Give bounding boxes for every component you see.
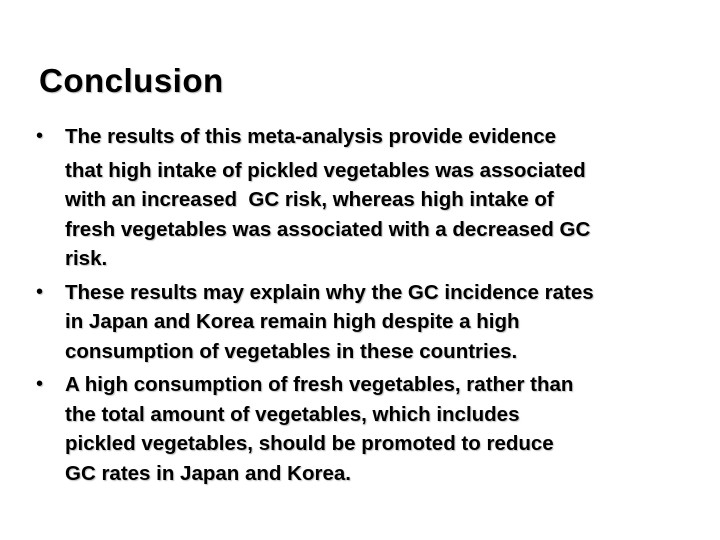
bullet-icon: • bbox=[36, 125, 44, 147]
bullet-item-3 bbox=[36, 370, 696, 488]
bullet-icon: • bbox=[36, 280, 44, 303]
slide-title: Conclusion bbox=[39, 62, 224, 99]
bullet-3-line-2: the total amount of vegetables, which includes bbox=[65, 402, 520, 426]
bullet-list bbox=[36, 122, 696, 488]
bullet-1-line-1: The results of this meta-analysis provide evidence bbox=[65, 125, 557, 148]
bullet-3-line-1: A high consumption of fresh vegetables, rather than bbox=[65, 373, 574, 396]
bullet-1-line-5: risk. bbox=[65, 247, 108, 270]
bullet-1-line-4: fresh vegetables was associated with a decreased GC bbox=[65, 217, 591, 241]
bullet-1-line-3: with an increased GC risk, whereas high intake of bbox=[65, 188, 554, 211]
bullet-1-line-2: that high intake of pickled vegetables was associated bbox=[65, 158, 586, 182]
bullet-2-line-1: These results may explain why the GC incidence rates bbox=[65, 280, 594, 304]
bullet-2-line-3: consumption of vegetables in these countries. bbox=[65, 339, 518, 363]
bullet-2-line-2: in Japan and Korea remain high despite a high bbox=[65, 310, 520, 333]
bullet-3-line-3: pickled vegetables, should be promoted to reduce bbox=[65, 432, 554, 455]
bullet-icon: • bbox=[36, 373, 44, 395]
bullet-3-line-4: GC rates in Japan and Korea. bbox=[65, 461, 351, 485]
bullet-item-2 bbox=[36, 278, 696, 367]
bullet-item-1 bbox=[36, 122, 696, 274]
